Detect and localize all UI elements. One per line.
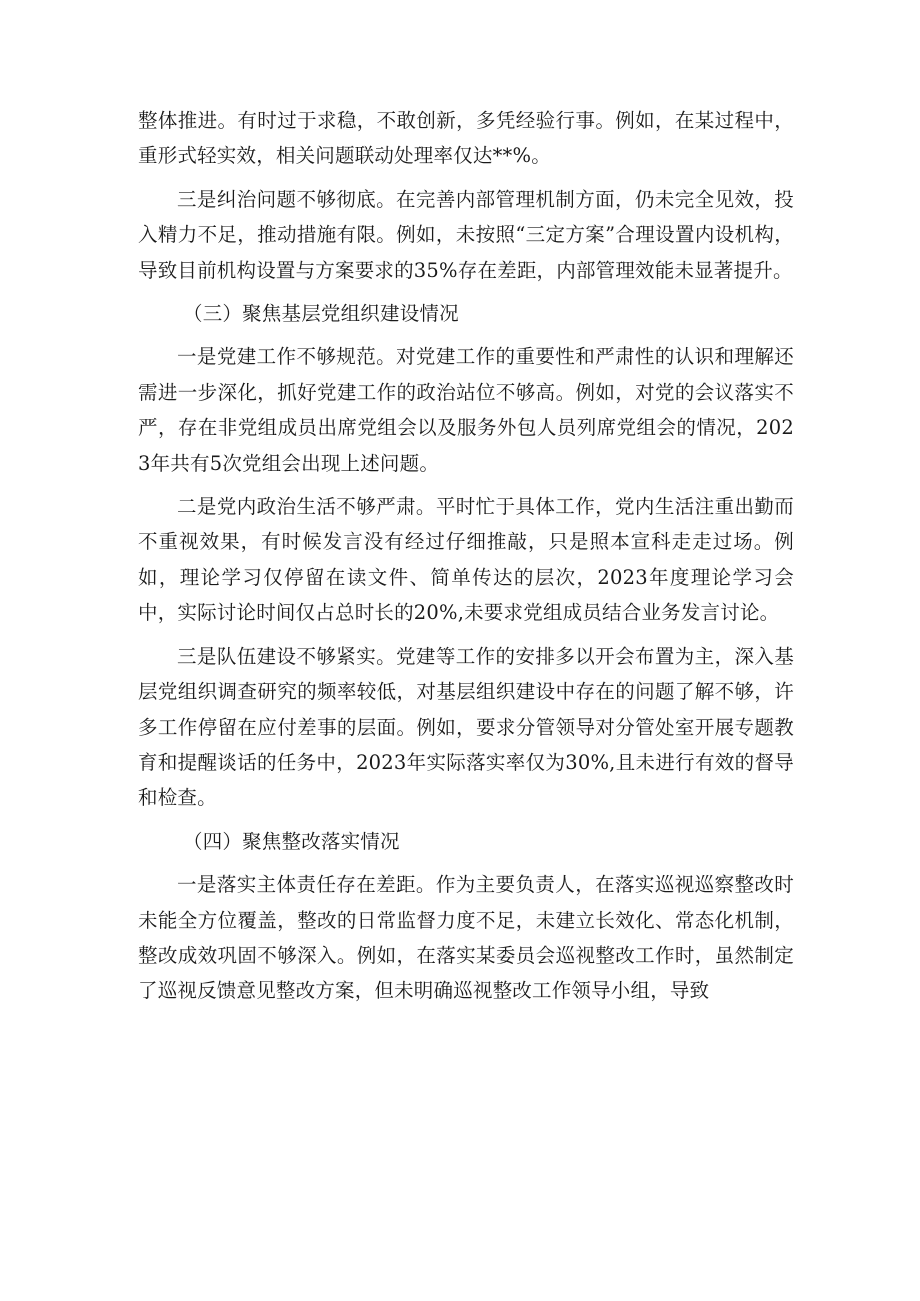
paragraph-gap xyxy=(138,631,794,639)
section-heading-three: （三）聚焦基层党组织建设情况 xyxy=(183,302,459,326)
paragraph-gap xyxy=(138,481,794,489)
paragraph-political-life: 二是党内政治生活不够严肃。平时忙于具体工作，党内生活注重出勤而不重视效果，有时候发言没有经过仔细推敲，只是照本宣科走走过场。例如，理论学习仅停留在读文件、简单传达的层次，2023年度理论学习会中，实际讨论时间仅占总时长的20%,未要求党组成员结合业务发言讨论。 xyxy=(138,495,794,625)
paragraph-main-responsibility: 一是落实主体责任存在差距。作为主要负责人，在落实巡视巡察整改时未能全方位覆盖，整改的日常监督力度不足，未建立长效化、常态化机制，整改成效巩固不够深入。例如，在落实某委员会巡视整改工作时，虽然制定了巡视反馈意见整改方案，但未明确巡视整改工作领导小组，导致 xyxy=(138,873,794,1003)
paragraph-rectification-issue: 三是纠治问题不够彻底。在完善内部管理机制方面，仍未完全见效，投入精力不足，推动措施有限。例如，未按照“三定方案”合理设置内设机构，导致目前机构设置与方案要求的35%存在差距，内部管理效能未显著提升。 xyxy=(138,187,794,282)
paragraph-gap xyxy=(138,288,794,296)
paragraph-gap xyxy=(138,331,794,339)
paragraph-continuation: 整体推进。有时过于求稳，不敢创新，多凭经验行事。例如，在某过程中，重形式轻实效，相关问题联动处理率仅达**%。 xyxy=(138,109,794,168)
paragraph-party-building: 一是党建工作不够规范。对党建工作的重要性和严肃性的认识和理解还需进一步深化，抓好党建工作的政治站位不够高。例如，对党的会议落实不严，存在非党组成员出席党组会以及服务外包人员列席党组会的情况，2023年共有5次党组会出现上述问题。 xyxy=(138,345,794,475)
paragraph-gap xyxy=(138,174,794,182)
section-heading-four: （四）聚焦整改落实情况 xyxy=(183,829,400,853)
paragraph-gap xyxy=(138,816,794,824)
paragraph-team-building: 三是队伍建设不够紧实。党建等工作的安排多以开会布置为主，深入基层党组织调查研究的频率较低，对基层组织建设中存在的问题了解不够，许多工作停留在应付差事的层面。例如，要求分管领导对分管处室开展专题教育和提醒谈话的任务中，2023年实际落实率仅为30%,且未进行有效的督导和检查。 xyxy=(138,644,794,810)
paragraph-gap xyxy=(138,859,794,867)
